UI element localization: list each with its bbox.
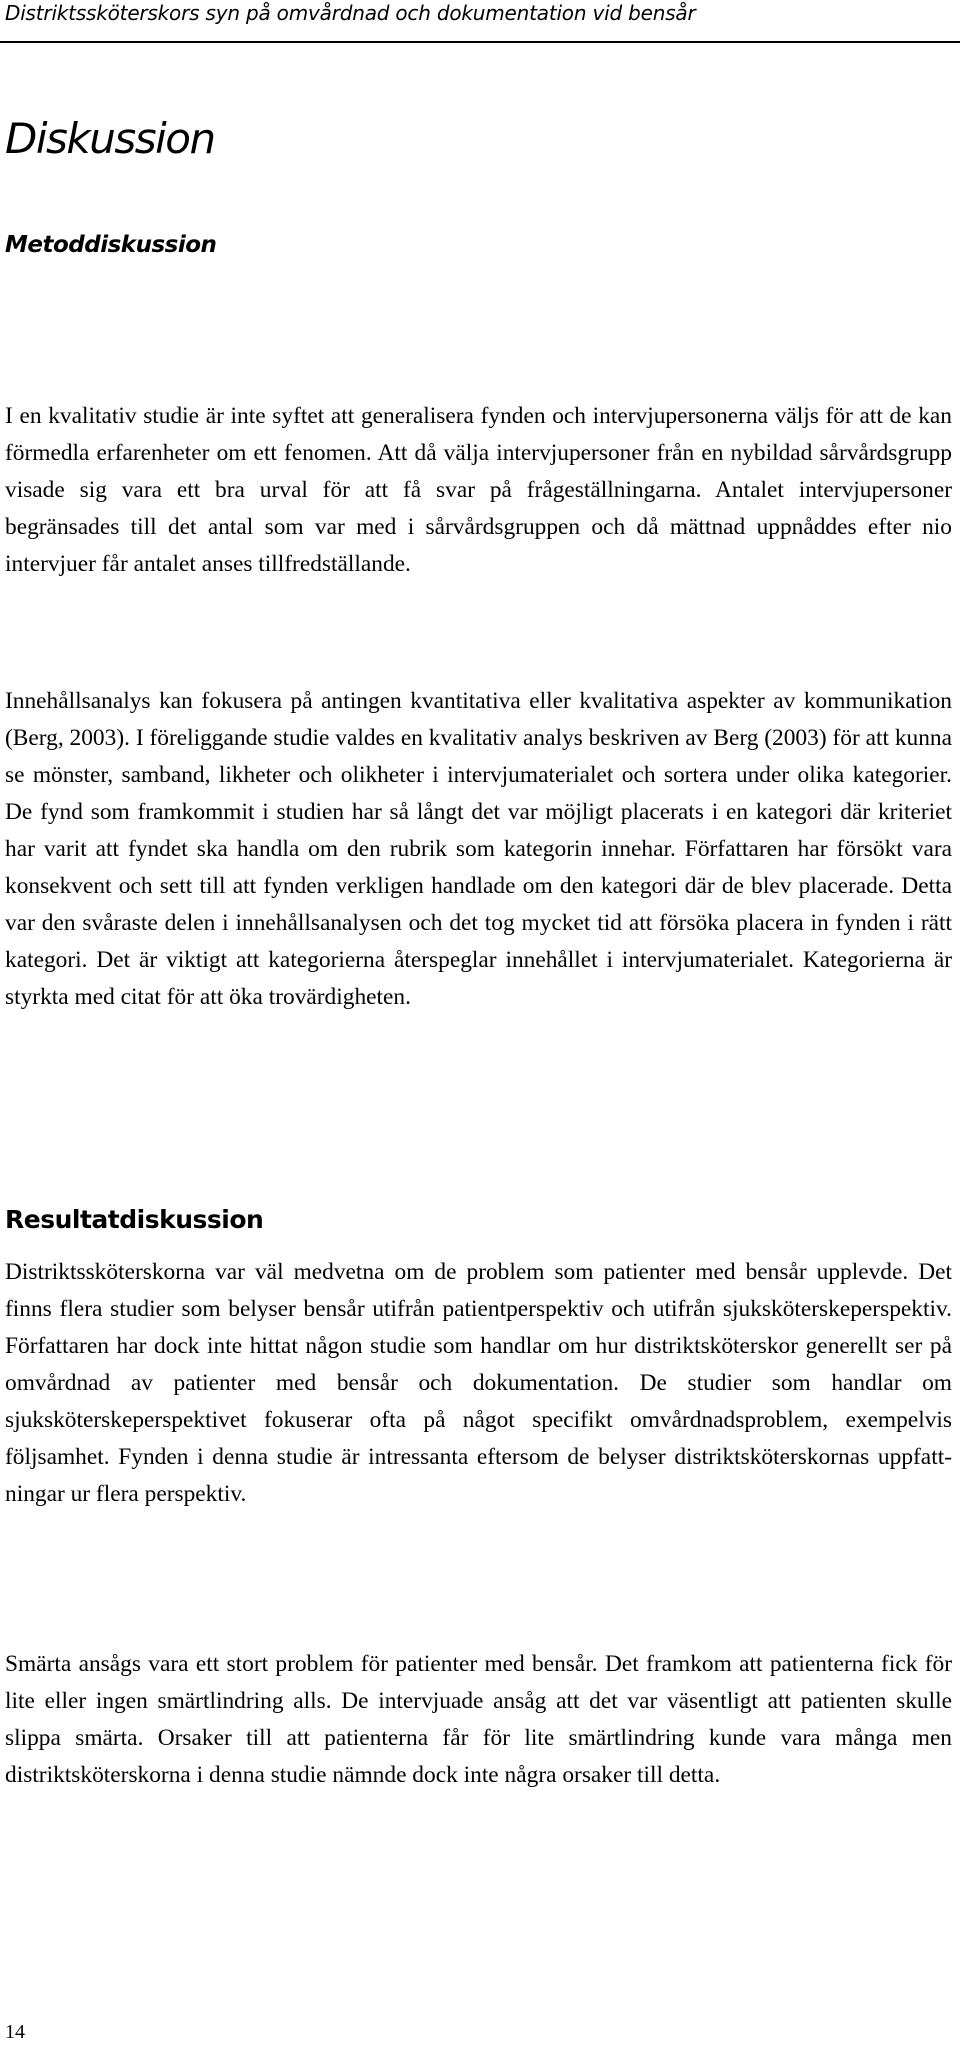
paragraph bbox=[5, 398, 952, 583]
paragraph-text: Innehållsanalys kan fokusera på antingen kvantitativa eller kvalitativa aspekter av kommunikation (Berg, 2003). I föreliggande studie valdes en kvalitativ analys beskriven av Berg (2003) för att kunna se mönster, samband, likheter och olikheter i intervjumaterialet och sortera under olika kategorier. De fynd som framkommit i studien har så långt det var möjligt placerats i en kategori där kriteriet har varit att fyndet ska handla om den rubrik som kategorin innehar. Författaren har försökt vara konsekvent och sett till att fynden verkligen handlade om den kategori där de blev placerade. Detta var den svåraste delen i innehållsanalysen och det tog mycket tid att försöka placera in fynden i rätt kategori. Det är viktigt att kategorierna återspeglar innehållet i intervjumaterialet. Kategorierna är styrkta med citat för att öka trovärdigheten. bbox=[5, 688, 952, 1010]
section-heading-resultatdiskussion: Resultatdiskussion bbox=[5, 1205, 264, 1234]
paragraph-text: I en kvalitativ studie är inte syftet att generalisera fynden och intervjupersonerna väljs för att de kan förmedla erfarenheter om ett fenomen. Att då välja intervjupersoner från en nybildad sårvårdsgrupp visade sig vara ett bra urval för att få svar på frågeställningarna. Antalet intervjupersoner begränsades till det antal som var med i sårvårdsgruppen och då mättnad uppnåddes efter nio intervjuer får antalet anses tillfredställande. bbox=[5, 403, 952, 577]
paragraph-text: Distriktssköterskorna var väl medvetna om de problem som patienter med bensår upplevde. Det finns flera studier som belyser bensår utifrån patientperspektiv och utifrån sjuksköterskeperspektiv. Författaren har dock inte hittat någon studie som handlar om hur distriktsköterskor generellt ser på omvårdnad av patienter med bensår och dokumentation. De studier som handlar om sjuksköterskeperspektivet fokuserar ofta på något specifikt omvårdnadsproblem, exempelvis följsamhet. Fynden i denna studie är intressanta eftersom de belyser distriktsköterskornas uppfattningar ur flera perspektiv. bbox=[5, 1259, 952, 1507]
paragraph-text: Smärta ansågs vara ett stort problem för patienter med bensår. Det framkom att patienterna fick för lite eller ingen smärtlindring alls. De intervjuade ansåg att det var väsentligt att patienten skulle slippa smärta. Orsaker till att patienterna får för lite smärtlindring kunde vara många men distriktsköterskorna i denna studie nämnde dock inte några orsaker till detta. bbox=[5, 1651, 952, 1788]
paragraph bbox=[5, 1254, 952, 1513]
running-header: Distriktssköterskors syn på omvårdnad och dokumentation vid bensår bbox=[5, 1, 696, 25]
chapter-title: Diskussion bbox=[5, 114, 215, 163]
page-number: 14 bbox=[5, 2021, 25, 2043]
paragraph bbox=[5, 1646, 952, 1794]
paragraph bbox=[5, 683, 952, 1016]
header-rule bbox=[0, 41, 960, 43]
section-heading-metoddiskussion: Metoddiskussion bbox=[5, 232, 217, 258]
